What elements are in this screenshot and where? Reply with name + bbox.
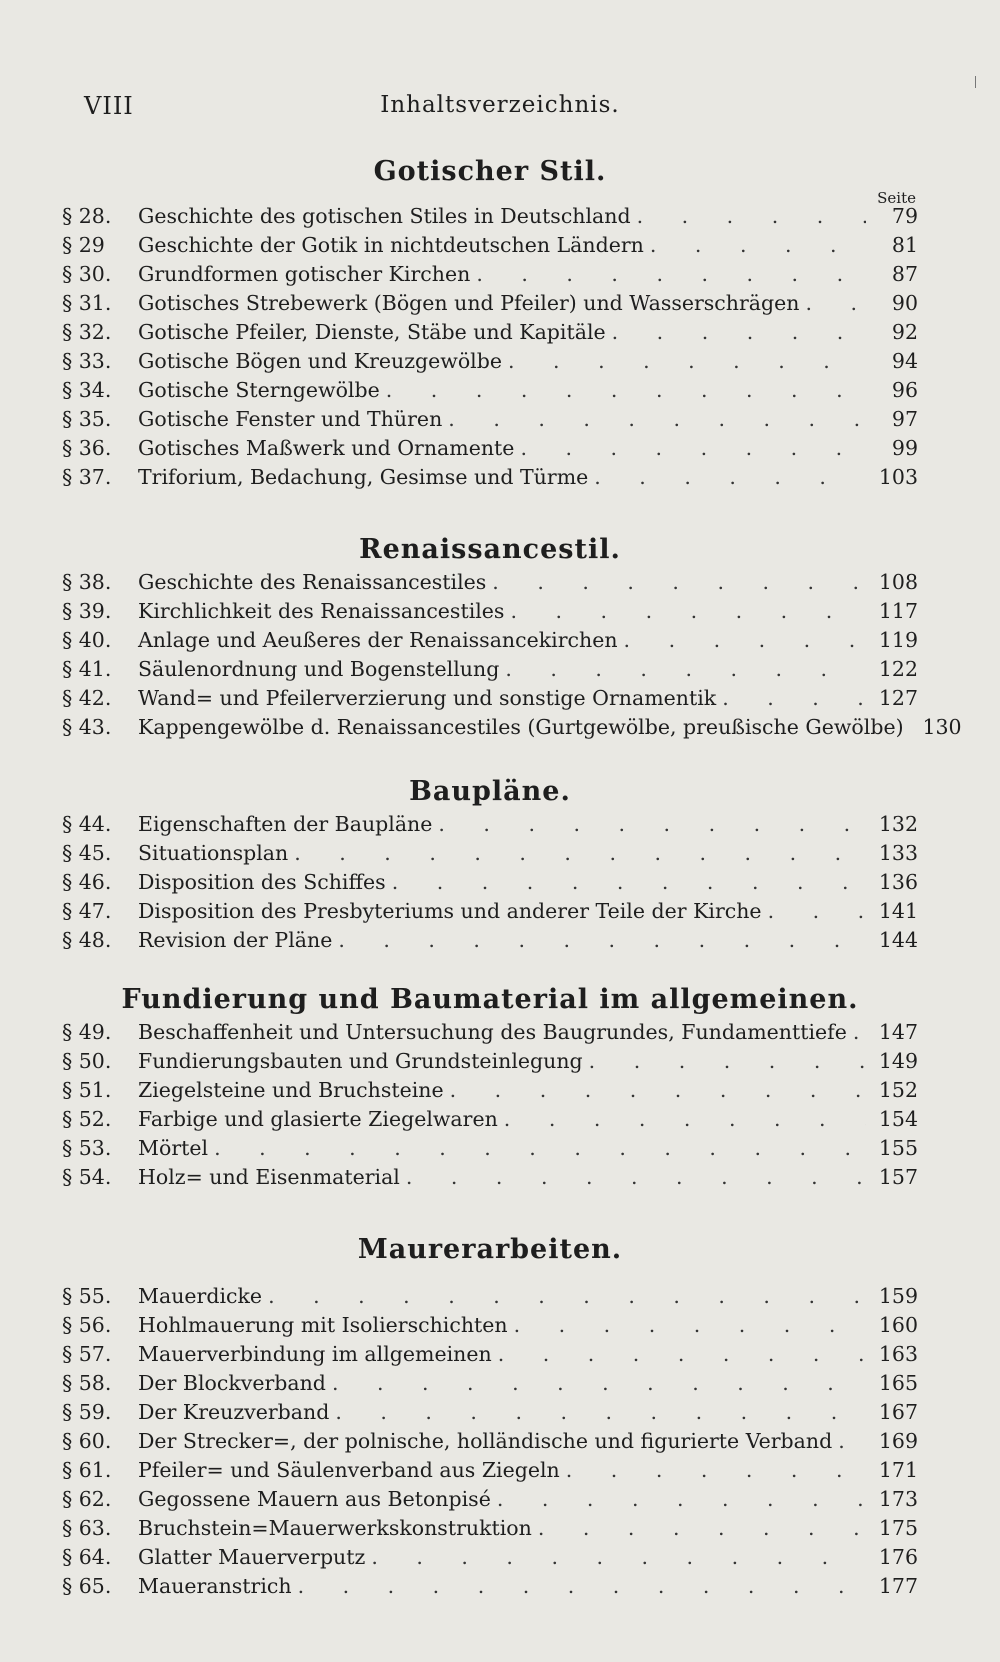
entry-number: § 36. — [62, 436, 112, 460]
entry-page: 171 — [878, 1458, 918, 1482]
entry-number: § 60. — [62, 1429, 112, 1453]
toc-entry[interactable] — [62, 407, 918, 436]
toc-entry[interactable] — [62, 1371, 918, 1400]
toc-entry[interactable] — [62, 233, 918, 262]
entry-title: Ziegelsteine und Bruchsteine — [138, 1078, 444, 1102]
toc-entry[interactable] — [62, 436, 918, 465]
entry-title: Gotische Pfeiler, Dienste, Stäbe und Kapitäle — [138, 320, 606, 344]
entry-page: 173 — [878, 1487, 918, 1511]
entry-page: 92 — [891, 320, 918, 344]
entry-number: § 40. — [62, 628, 112, 652]
dot-leader — [335, 1400, 866, 1424]
entry-title: Maueranstrich — [138, 1574, 292, 1598]
entry-title: Säulenordnung und Bogenstellung — [138, 657, 500, 681]
page-number: VIII — [84, 92, 134, 120]
toc-entry[interactable] — [62, 1342, 918, 1371]
toc-entry[interactable] — [62, 1458, 918, 1487]
dot-leader — [566, 1458, 866, 1482]
dot-leader — [612, 320, 866, 344]
entry-title: Situationsplan — [138, 841, 289, 865]
dot-leader — [510, 599, 866, 623]
entry-title: Mauerverbindung im allgemeinen — [138, 1342, 492, 1366]
entry-number: § 53. — [62, 1136, 112, 1160]
entry-title: Kirchlichkeit des Renaissancestiles — [138, 599, 505, 623]
section-bauplaene — [62, 772, 918, 957]
entry-page: 167 — [878, 1400, 918, 1424]
entry-title: Geschichte der Gotik in nichtdeutschen Ländern — [138, 233, 644, 257]
entry-number: § 35. — [62, 407, 112, 431]
entry-page: 154 — [878, 1107, 918, 1131]
entry-number: § 52. — [62, 1107, 112, 1131]
entry-number: § 38. — [62, 570, 112, 594]
toc-entry[interactable] — [62, 715, 962, 744]
entry-page: 132 — [878, 812, 918, 836]
toc-entry[interactable] — [62, 1313, 918, 1342]
entry-page: 133 — [878, 841, 918, 865]
toc-entry[interactable] — [62, 870, 918, 899]
entry-number: § 41. — [62, 657, 112, 681]
dot-leader — [492, 570, 866, 594]
toc-entry[interactable] — [62, 1020, 918, 1049]
running-title: Inhaltsverzeichnis. — [380, 92, 620, 118]
dot-leader — [853, 1020, 866, 1044]
entry-page: 177 — [878, 1574, 918, 1598]
seite-label: Seite — [877, 189, 916, 207]
entry-page: 175 — [878, 1516, 918, 1540]
dot-leader — [508, 349, 866, 373]
section-maurerarbeiten — [62, 1230, 918, 1603]
entry-number: § 28. — [62, 204, 112, 228]
toc-entry[interactable] — [62, 841, 918, 870]
dot-leader — [476, 262, 866, 286]
entry-title: Gotisches Strebewerk (Bögen und Pfeiler) und Wasserschrägen — [138, 291, 800, 315]
entry-title: Gotisches Maßwerk und Ornamente — [138, 436, 515, 460]
dot-leader — [448, 407, 866, 431]
dot-leader — [589, 1049, 866, 1073]
entry-title: Hohlmauerung mit Isolierschichten — [138, 1313, 508, 1337]
entry-page: 117 — [878, 599, 918, 623]
entry-title: Geschichte des gotischen Stiles in Deutschland — [138, 204, 631, 228]
entry-page: 165 — [878, 1371, 918, 1395]
toc-entry[interactable] — [62, 1516, 918, 1545]
toc-entry[interactable] — [62, 599, 918, 628]
dot-leader — [371, 1545, 866, 1569]
entry-title: Geschichte des Renaissancestiles — [138, 570, 487, 594]
dot-leader — [650, 233, 866, 257]
dot-leader — [294, 841, 866, 865]
toc-entry[interactable] — [62, 928, 918, 957]
entry-title: Glatter Mauerverputz — [138, 1545, 366, 1569]
toc-entry[interactable] — [62, 1400, 918, 1429]
dot-leader — [504, 1107, 866, 1131]
entry-page: 87 — [891, 262, 918, 286]
section-renaissancestil — [62, 530, 962, 744]
entry-title: Bruchstein=Mauerwerkskonstruktion — [138, 1516, 532, 1540]
dot-leader — [722, 686, 866, 710]
entry-title: Pfeiler= und Säulenverband aus Ziegeln — [138, 1458, 560, 1482]
entry-page: 90 — [891, 291, 918, 315]
entry-page: 79 — [891, 204, 918, 228]
toc-entry[interactable] — [62, 1049, 918, 1078]
entry-title: Triforium, Bedachung, Gesimse und Türme — [138, 465, 589, 489]
dot-leader — [594, 465, 866, 489]
entry-page: 136 — [878, 870, 918, 894]
section-gotischer-stil — [62, 152, 918, 494]
entry-number: § 47. — [62, 899, 112, 923]
entry-title: Eigenschaften der Baupläne — [138, 812, 433, 836]
entry-title: Gotische Sterngewölbe — [138, 378, 380, 402]
dot-leader — [520, 436, 866, 460]
dot-leader — [450, 1078, 866, 1102]
entry-page: 99 — [891, 436, 918, 460]
entry-page: 149 — [878, 1049, 918, 1073]
entry-title: Mörtel — [138, 1136, 209, 1160]
toc-entry[interactable] — [62, 899, 918, 928]
entry-title: Gotische Fenster und Thüren — [138, 407, 443, 431]
entry-title: Holz= und Eisenmaterial — [138, 1165, 400, 1189]
dot-leader — [332, 1371, 866, 1395]
entry-number: § 51. — [62, 1078, 112, 1102]
section-title: Renaissancestil. — [359, 534, 621, 565]
entry-number: § 55. — [62, 1284, 112, 1308]
entry-page: 81 — [891, 233, 918, 257]
entry-page: 127 — [878, 686, 918, 710]
entry-title: Fundierungsbauten und Grundsteinlegung — [138, 1049, 583, 1073]
entry-page: 130 — [922, 715, 962, 739]
toc-entry[interactable] — [62, 1574, 918, 1603]
entry-page: 108 — [878, 570, 918, 594]
dot-leader — [768, 899, 866, 923]
entry-number: § 44. — [62, 812, 112, 836]
entry-number: § 31. — [62, 291, 112, 315]
toc-entry[interactable] — [62, 686, 918, 715]
entry-number: § 46. — [62, 870, 112, 894]
toc-entry[interactable] — [62, 1107, 918, 1136]
entry-page: 160 — [878, 1313, 918, 1337]
dot-leader — [386, 378, 866, 402]
entry-title: Disposition des Presbyteriums und anderer Teile der Kirche — [138, 899, 762, 923]
entry-page: 169 — [878, 1429, 918, 1453]
entry-number: § 59. — [62, 1400, 112, 1424]
toc-entry[interactable] — [62, 657, 918, 686]
toc-entry[interactable] — [62, 291, 918, 320]
entry-page: 152 — [878, 1078, 918, 1102]
dot-leader — [805, 291, 866, 315]
entry-number: § 34. — [62, 378, 112, 402]
entry-title: Gegossene Mauern aus Betonpisé — [138, 1487, 491, 1511]
entry-title: Disposition des Schiffes — [138, 870, 386, 894]
toc-entry[interactable] — [62, 1284, 918, 1313]
toc-entry[interactable] — [62, 1487, 918, 1516]
entry-page: 141 — [878, 899, 918, 923]
toc-entry[interactable] — [62, 349, 918, 378]
dot-leader — [406, 1165, 866, 1189]
entry-number: § 49. — [62, 1020, 112, 1044]
dot-leader — [392, 870, 866, 894]
entry-page: 163 — [878, 1342, 918, 1366]
entry-number: § 64. — [62, 1545, 112, 1569]
entry-page: 176 — [878, 1545, 918, 1569]
entry-title: Farbige und glasierte Ziegelwaren — [138, 1107, 498, 1131]
entry-number: § 61. — [62, 1458, 112, 1482]
entry-title: Beschaffenheit und Untersuchung des Baugrundes, Fundamenttiefe — [138, 1020, 847, 1044]
dot-leader — [438, 812, 866, 836]
entry-number: § 42. — [62, 686, 112, 710]
toc-entry[interactable] — [62, 812, 918, 841]
entry-number: § 43. — [62, 715, 112, 739]
toc-entry[interactable] — [62, 570, 918, 599]
entry-page: 157 — [878, 1165, 918, 1189]
dot-leader — [268, 1284, 866, 1308]
toc-entry[interactable] — [62, 465, 918, 494]
entry-title: Der Strecker=, der polnische, holländische und figurierte Verband — [138, 1429, 833, 1453]
toc-entry[interactable] — [62, 262, 918, 291]
entry-number: § 48. — [62, 928, 112, 952]
entry-page: 147 — [878, 1020, 918, 1044]
entry-title: Wand= und Pfeilerverzierung und sonstige Ornamentik — [138, 686, 717, 710]
entry-page: 119 — [878, 628, 918, 652]
toc-entry[interactable] — [62, 1545, 918, 1574]
dot-leader — [214, 1136, 866, 1160]
dot-leader — [538, 1516, 866, 1540]
entry-title: Mauerdicke — [138, 1284, 263, 1308]
entry-page: 103 — [878, 465, 918, 489]
entry-number: § 30. — [62, 262, 112, 286]
entry-title: Grundformen gotischer Kirchen — [138, 262, 471, 286]
toc-entry[interactable] — [62, 1078, 918, 1107]
toc-entry[interactable] — [62, 1165, 918, 1194]
section-title: Baupläne. — [409, 776, 571, 807]
entry-number: § 50. — [62, 1049, 112, 1073]
entry-page: 122 — [878, 657, 918, 681]
entry-page: 96 — [891, 378, 918, 402]
section-title: Maurerarbeiten. — [357, 1234, 623, 1265]
entry-number: § 65. — [62, 1574, 112, 1598]
entry-number: § 63. — [62, 1516, 112, 1540]
entry-title: Der Blockverband — [138, 1371, 326, 1395]
entry-page: 155 — [878, 1136, 918, 1160]
dot-leader — [637, 204, 866, 228]
entry-number: § 58. — [62, 1371, 112, 1395]
entry-title: Der Kreuzverband — [138, 1400, 330, 1424]
dot-leader — [514, 1313, 866, 1337]
entry-number: § 45. — [62, 841, 112, 865]
dot-leader — [497, 1487, 866, 1511]
entry-title: Gotische Bögen und Kreuzgewölbe — [138, 349, 502, 373]
dot-leader — [498, 1342, 866, 1366]
entry-number: § 32. — [62, 320, 112, 344]
entry-page: 159 — [878, 1284, 918, 1308]
page-header — [84, 92, 916, 132]
entry-page: 144 — [878, 928, 918, 952]
dot-leader — [624, 628, 866, 652]
section-title: Fundierung und Baumaterial im allgemeinen. — [121, 984, 859, 1015]
toc-entry[interactable] — [62, 628, 918, 657]
section-title: Gotischer Stil. — [373, 156, 607, 187]
entry-number: § 29 — [62, 233, 105, 257]
entry-title: Anlage und Aeußeres der Renaissancekirchen — [138, 628, 618, 652]
dot-leader — [298, 1574, 866, 1598]
entry-page: 94 — [891, 349, 918, 373]
entry-number: § 39. — [62, 599, 112, 623]
entry-number: § 37. — [62, 465, 112, 489]
toc-entry[interactable] — [62, 378, 918, 407]
section-fundierung — [62, 980, 918, 1194]
margin-mark — [975, 76, 976, 88]
entry-page: 97 — [891, 407, 918, 431]
toc-entry[interactable] — [62, 1136, 918, 1165]
entry-title: Revision der Pläne — [138, 928, 333, 952]
entry-number: § 56. — [62, 1313, 112, 1337]
entry-title: Kappengewölbe d. Renaissancestiles (Gurtgewölbe, preußische Gewölbe) — [138, 715, 904, 739]
toc-entry[interactable] — [62, 204, 918, 233]
dot-leader — [505, 657, 866, 681]
entry-number: § 57. — [62, 1342, 112, 1366]
dot-leader — [838, 1429, 866, 1453]
entry-number: § 33. — [62, 349, 112, 373]
entry-number: § 62. — [62, 1487, 112, 1511]
entry-number: § 54. — [62, 1165, 112, 1189]
dot-leader — [338, 928, 866, 952]
toc-entry[interactable] — [62, 320, 918, 349]
toc-entry[interactable] — [62, 1429, 918, 1458]
